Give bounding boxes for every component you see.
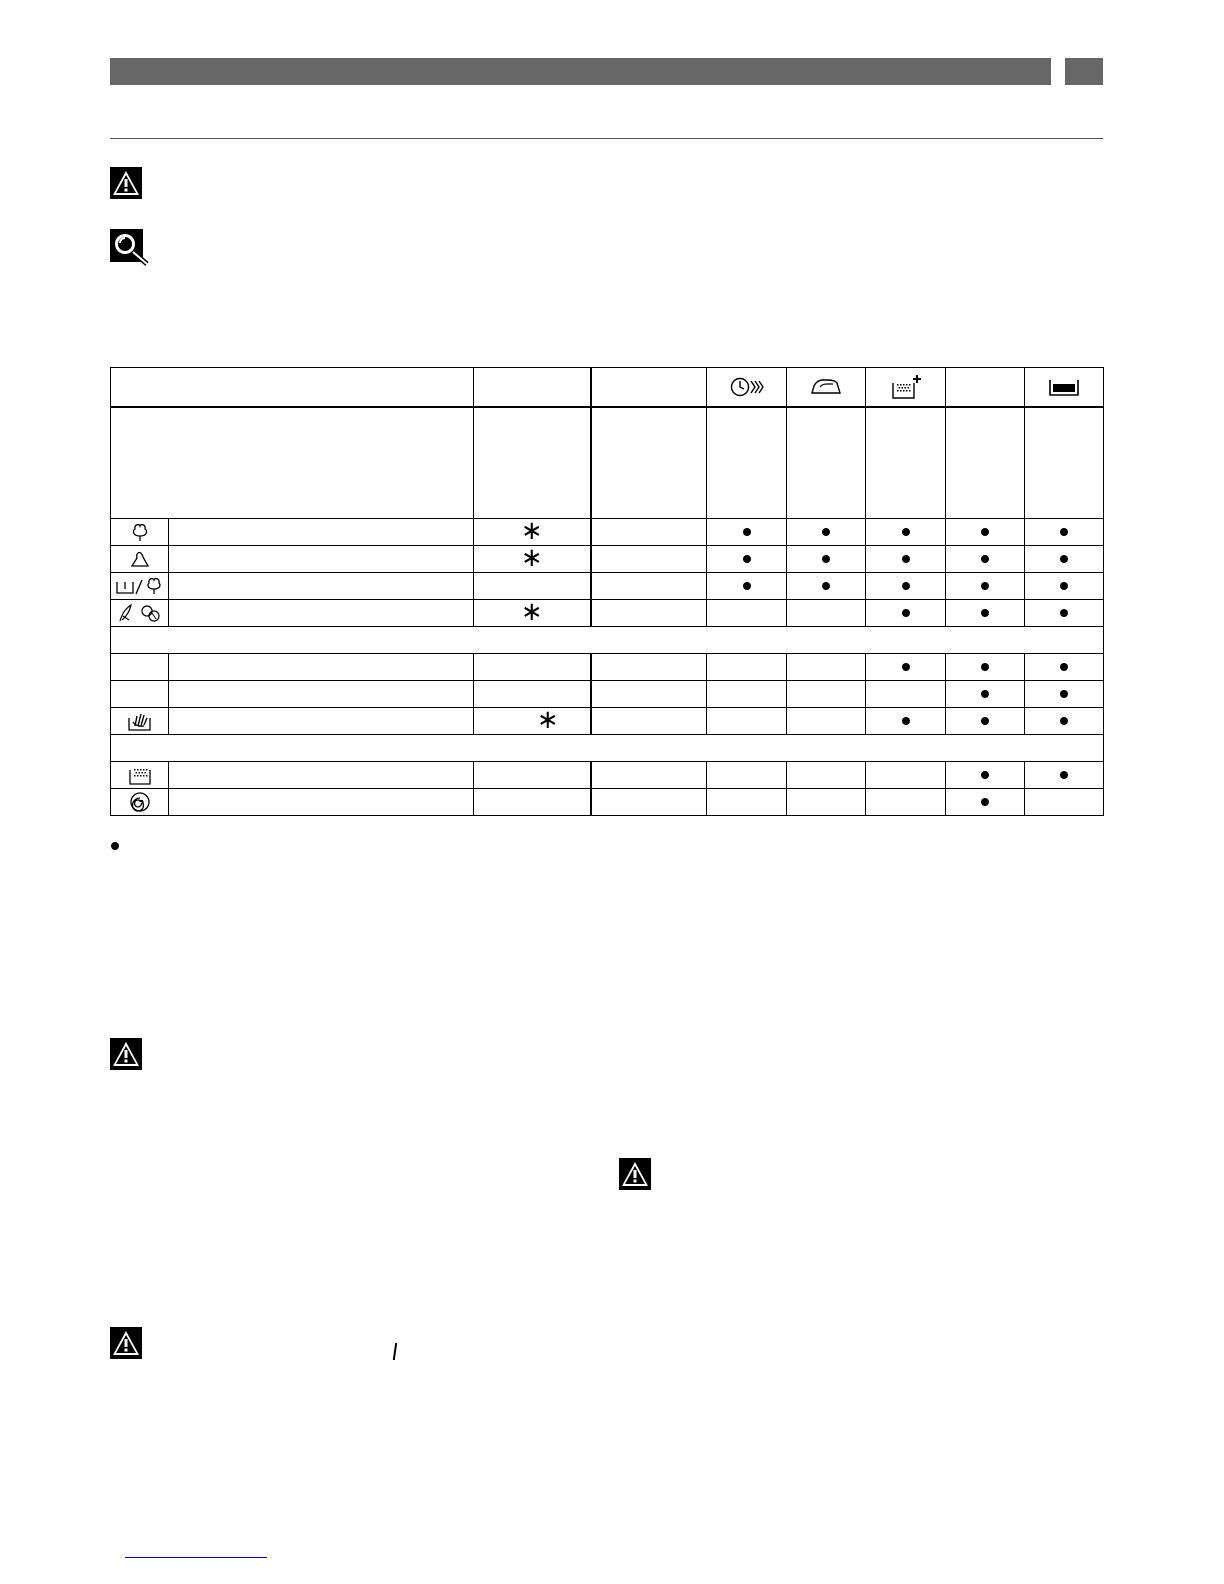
spin-icon xyxy=(129,791,151,813)
option-available-dot xyxy=(743,582,751,590)
temperature-cell xyxy=(474,762,591,789)
option-available-dot xyxy=(1060,528,1068,536)
option-cell xyxy=(707,519,787,546)
description-cell xyxy=(111,407,474,519)
asterisk-mark: ∗ xyxy=(520,518,543,546)
spin-speed-cell xyxy=(591,681,707,708)
spin-speed-cell xyxy=(591,789,707,816)
option-cell xyxy=(787,519,866,546)
option-available-dot xyxy=(1060,609,1068,617)
spin-speed-cell xyxy=(591,573,707,600)
option-available-dot xyxy=(981,609,989,617)
programme-row xyxy=(111,600,1104,627)
description-cell xyxy=(946,407,1025,519)
delay-start-icon xyxy=(730,376,764,398)
group-separator-cell xyxy=(111,735,1104,762)
synthetics-icon-cell xyxy=(111,546,169,573)
pre-wash-basin-icon xyxy=(1047,376,1081,398)
temperature-cell xyxy=(474,600,591,627)
option-available-dot xyxy=(902,717,910,725)
option-cell xyxy=(787,681,866,708)
option-cell xyxy=(707,681,787,708)
option-cell xyxy=(787,546,866,573)
option-cell xyxy=(787,600,866,627)
option-available-dot xyxy=(1060,690,1068,698)
programme-name-cell xyxy=(169,600,474,627)
header-cell xyxy=(946,368,1025,408)
option-cell xyxy=(866,789,946,816)
option-cell xyxy=(707,600,787,627)
footnote-bullet xyxy=(111,842,119,850)
group-separator-row xyxy=(111,735,1104,762)
cotton-icon xyxy=(129,522,151,542)
option-cell xyxy=(707,573,787,600)
programme-name-cell xyxy=(169,546,474,573)
programme-row xyxy=(111,573,1104,600)
option-cell xyxy=(866,681,946,708)
icon-cell xyxy=(111,681,169,708)
option-available-dot xyxy=(1060,663,1068,671)
description-cell xyxy=(474,407,591,519)
option-available-dot xyxy=(1060,555,1068,563)
option-cell xyxy=(1025,762,1104,789)
programme-row xyxy=(111,762,1104,789)
option-cell xyxy=(787,573,866,600)
easy-iron-header xyxy=(787,368,866,408)
option-available-dot xyxy=(902,528,910,536)
eco-cotton-icon xyxy=(115,576,165,596)
description-cell xyxy=(591,407,707,519)
option-cell xyxy=(1025,789,1104,816)
delay-start-header xyxy=(707,368,787,408)
temperature-cell xyxy=(474,681,591,708)
option-available-dot xyxy=(822,528,830,536)
option-cell xyxy=(787,654,866,681)
asterisk-mark: ∗ xyxy=(536,707,559,735)
programme-row xyxy=(111,789,1104,816)
option-cell xyxy=(707,708,787,735)
programme-header-cell xyxy=(111,368,474,408)
programme-name-cell xyxy=(169,681,474,708)
option-available-dot xyxy=(902,609,910,617)
synthetics-icon xyxy=(129,549,151,569)
option-cell xyxy=(1025,573,1104,600)
option-cell xyxy=(787,708,866,735)
option-cell xyxy=(946,519,1025,546)
hand-wash-icon xyxy=(127,710,153,732)
option-cell xyxy=(866,654,946,681)
programme-row xyxy=(111,519,1104,546)
extra-rinse-icon xyxy=(889,373,923,401)
option-cell xyxy=(866,762,946,789)
spin-speed-cell xyxy=(591,519,707,546)
option-available-dot xyxy=(743,528,751,536)
cotton-icon-cell xyxy=(111,519,169,546)
option-available-dot xyxy=(981,771,989,779)
option-cell xyxy=(787,762,866,789)
programme-name-cell xyxy=(169,654,474,681)
option-cell xyxy=(707,546,787,573)
temperature-cell xyxy=(474,573,591,600)
option-cell xyxy=(1025,519,1104,546)
rinse-icon xyxy=(127,764,153,786)
programme-row xyxy=(111,681,1104,708)
programme-name-cell xyxy=(169,573,474,600)
option-available-dot xyxy=(902,582,910,590)
pre-wash-header xyxy=(1025,368,1104,408)
option-available-dot xyxy=(743,555,751,563)
option-cell xyxy=(1025,600,1104,627)
description-cell xyxy=(866,407,946,519)
option-available-dot xyxy=(1060,717,1068,725)
option-cell xyxy=(866,573,946,600)
description-cell xyxy=(787,407,866,519)
option-cell xyxy=(1025,708,1104,735)
option-available-dot xyxy=(981,663,989,671)
extra-rinse-header xyxy=(866,368,946,408)
header-cell xyxy=(474,368,591,408)
option-cell xyxy=(1025,546,1104,573)
programme-options-table xyxy=(110,367,1104,816)
warning-triangle-icon xyxy=(110,1038,142,1070)
programme-name-cell xyxy=(169,708,474,735)
spin-speed-cell xyxy=(591,708,707,735)
option-available-dot xyxy=(981,528,989,536)
option-available-dot xyxy=(981,582,989,590)
option-available-dot xyxy=(822,555,830,563)
programme-row xyxy=(111,546,1104,573)
eco-cotton-icon-cell xyxy=(111,573,169,600)
programme-row xyxy=(111,654,1104,681)
option-available-dot xyxy=(981,717,989,725)
option-cell xyxy=(707,762,787,789)
option-cell xyxy=(707,789,787,816)
option-cell xyxy=(946,789,1025,816)
spin-speed-cell xyxy=(591,762,707,789)
rinse-icon-cell xyxy=(111,762,169,789)
easy-iron-icon xyxy=(809,378,843,396)
hand-wash-icon-cell xyxy=(111,708,169,735)
option-cell xyxy=(866,708,946,735)
option-cell xyxy=(707,654,787,681)
option-cell xyxy=(946,600,1025,627)
programme-rows xyxy=(111,519,1104,816)
section-rule xyxy=(110,138,1103,139)
option-available-dot xyxy=(981,690,989,698)
option-cell xyxy=(1025,654,1104,681)
option-available-dot xyxy=(981,798,989,806)
option-available-dot xyxy=(902,663,910,671)
temperature-cell xyxy=(474,519,591,546)
option-cell xyxy=(787,789,866,816)
wool-silk-icon xyxy=(117,602,163,624)
temperature-cell xyxy=(474,546,591,573)
magnifier-icon xyxy=(110,229,150,266)
option-cell xyxy=(866,600,946,627)
spin-speed-cell xyxy=(591,546,707,573)
option-available-dot xyxy=(902,555,910,563)
temperature-cell xyxy=(474,708,591,735)
warning-triangle-icon xyxy=(110,167,142,199)
option-cell xyxy=(1025,681,1104,708)
wool-silk-icon-cell xyxy=(111,600,169,627)
temperature-cell xyxy=(474,654,591,681)
option-cell xyxy=(866,519,946,546)
option-cell xyxy=(946,762,1025,789)
spin-icon-cell xyxy=(111,789,169,816)
header-cell xyxy=(591,368,707,408)
asterisk-mark: ∗ xyxy=(520,545,543,573)
group-separator-row xyxy=(111,627,1104,654)
option-cell xyxy=(946,546,1025,573)
programme-name-cell xyxy=(169,789,474,816)
option-available-dot xyxy=(822,582,830,590)
description-cell xyxy=(707,407,787,519)
programme-row xyxy=(111,708,1104,735)
footer-link-underline[interactable] xyxy=(125,1557,267,1558)
text-cursor-mark xyxy=(393,1343,397,1360)
asterisk-mark: ∗ xyxy=(520,599,543,627)
spin-speed-cell xyxy=(591,654,707,681)
header-bar xyxy=(110,58,1051,85)
spin-speed-cell xyxy=(591,600,707,627)
option-available-dot xyxy=(1060,771,1068,779)
option-available-dot xyxy=(1060,582,1068,590)
option-cell xyxy=(946,681,1025,708)
warning-triangle-icon xyxy=(110,1327,142,1359)
temperature-cell xyxy=(474,789,591,816)
option-cell xyxy=(866,546,946,573)
option-cell xyxy=(946,654,1025,681)
description-cell xyxy=(1025,407,1104,519)
page-number-box xyxy=(1065,58,1103,85)
programme-name-cell xyxy=(169,519,474,546)
option-cell xyxy=(946,573,1025,600)
programme-name-cell xyxy=(169,762,474,789)
option-cell xyxy=(946,708,1025,735)
group-separator-cell xyxy=(111,627,1104,654)
warning-triangle-icon xyxy=(619,1158,651,1190)
option-available-dot xyxy=(981,555,989,563)
icon-cell xyxy=(111,654,169,681)
